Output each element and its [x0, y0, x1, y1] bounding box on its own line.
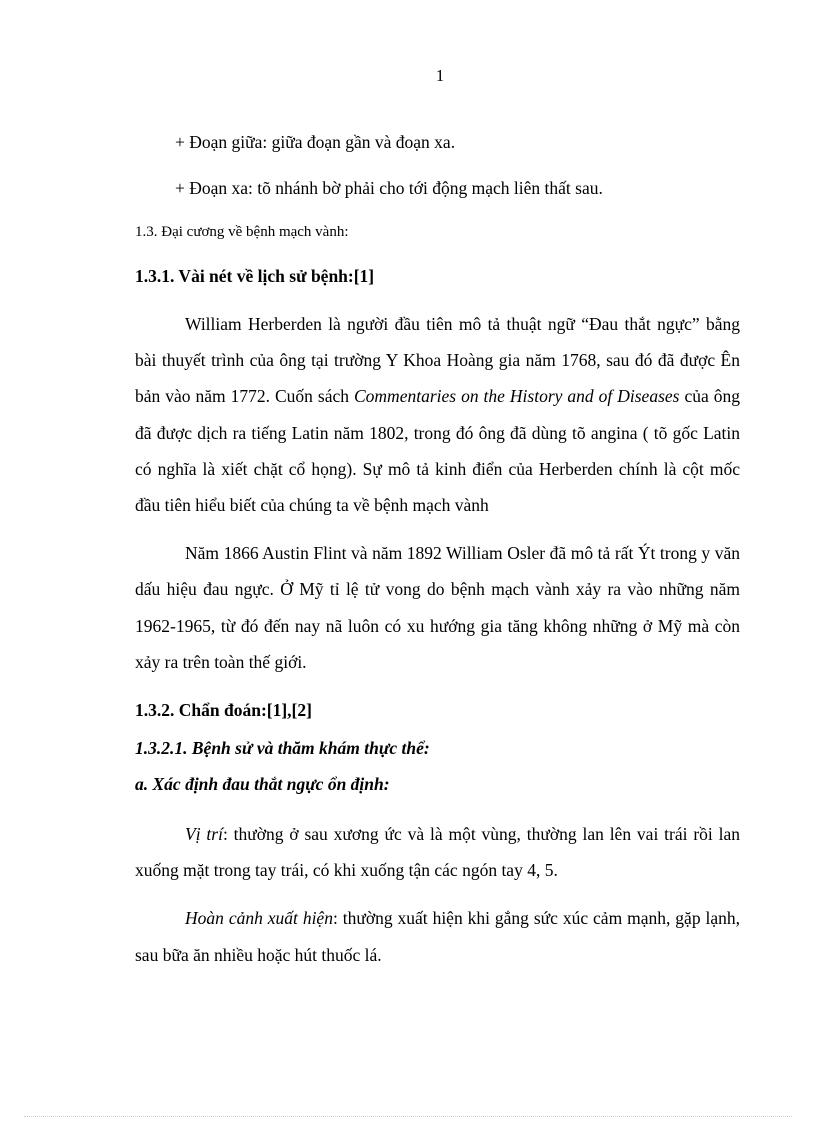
paragraph-history-herberden — [135, 306, 740, 523]
paragraph-circumstances — [135, 900, 740, 972]
page-bottom-divider — [24, 1116, 792, 1117]
bullet-distal-segment: + Đoạn xa: tõ nhánh bờ phải cho tới động mạch liên thất sau. — [175, 178, 603, 198]
book-title: Commentaries on the History and of Diseases — [354, 386, 680, 407]
section-heading-1-3-2: 1.3.2. Chẩn đoán:[1],[2] — [135, 700, 312, 721]
paragraph-text: : thường ở sau xương ức và là một vùng, thường lan lên vai trái rồi lan xuống mặt trong tay trái, có khi xuống tận các ngón tay 4, 5. — [135, 824, 740, 881]
bullet-middle-segment: + Đoạn giữa: giữa đoạn gần và đoạn xa. — [175, 132, 456, 152]
paragraph-history-flint-osler: Năm 1866 Austin Flint và năm 1892 William Osler đã mô tả rất Ýt trong y văn dấu hiệu đau ngực. Ở Mỹ tỉ lệ tử vong do bệnh mạch vành xảy ra vào những năm 1962-1965, từ đó đến nay nã luôn có xu hướng gia tăng không những ở Mỹ mà còn xảy ra trên toàn thế giới. — [135, 543, 740, 672]
paragraph-location — [135, 816, 740, 888]
term-label: Hoàn cảnh xuất hiện — [185, 908, 333, 929]
page-number: 1 — [435, 66, 445, 85]
paragraph-text: : thường xuất hiện khi gắng sức xúc cảm mạnh, gặp lạnh, sau bữa ăn nhiều hoặc hút thuốc lá. — [135, 908, 740, 965]
document-body — [135, 128, 740, 985]
section-heading-1-3-2-1: 1.3.2.1. Bệnh sử và thăm khám thực thể: — [135, 738, 430, 759]
paragraph-text: của ông đã được dịch ra tiếng Latin năm 1802, trong đó ông đã dùng tõ angina ( tõ gốc Latin có nghĩa là xiết chặt cổ họng). Sự mô tả kinh điển của Herberden chính là cột mốc đầu tiên hiểu biết của chúng ta về bệnh mạch vành — [135, 386, 740, 516]
section-heading-a: a. Xác định đau thắt ngực ổn định: — [135, 774, 390, 795]
paragraph-text: William Herberden là người đầu tiên mô tả thuật ngữ “Đau thắt ngực” bằng bài thuyết trình của ông tại trường Y Khoa Hoàng gia năm 1768, sau đó đã được Ên bản vào năm 1772. Cuốn sách — [135, 314, 740, 407]
term-label: Vị trí — [185, 824, 223, 845]
section-heading-1-3-1: 1.3.1. Vài nét về lịch sử bệnh:[1] — [135, 266, 375, 286]
section-heading-1-3: 1.3. Đại cương về bệnh mạch vành: — [135, 224, 349, 240]
